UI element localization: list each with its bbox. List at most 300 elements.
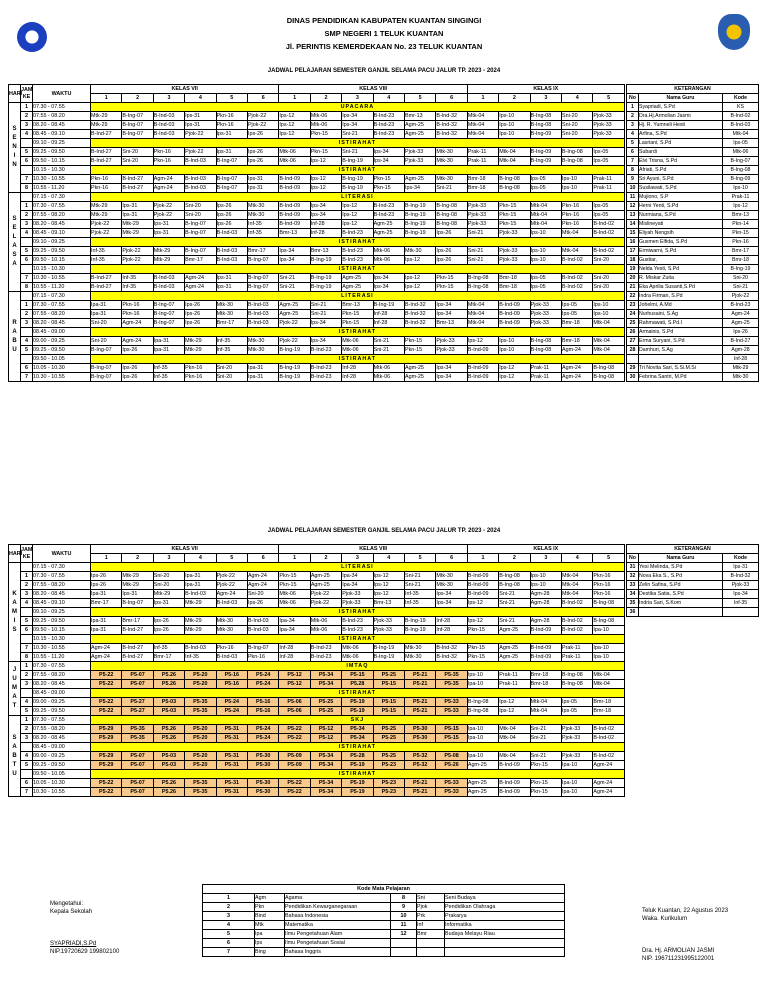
subject-cell: Pkn-15 <box>467 653 498 662</box>
subject-cell: B-Ind-02 <box>562 617 593 626</box>
subject-code-cell: Bing <box>255 948 285 957</box>
subject-cell: P5-03 <box>153 761 184 770</box>
subject-cell: Bmr-13 <box>404 112 435 121</box>
time-slot: 10.30 - 10.55 <box>33 175 91 184</box>
subject-cell: Ips-34 <box>404 184 435 193</box>
time-slot: 08.45 - 09.10 <box>33 130 91 139</box>
subject-cell: Pjok-33 <box>562 752 593 761</box>
subject-cell: Inf-35 <box>404 599 435 608</box>
subject-cell: Mtk-30 <box>216 301 247 310</box>
subject-cell: B-Ind-23 <box>373 202 404 211</box>
class-number: 4 <box>373 554 404 563</box>
subject-cell: Ipa-31 <box>91 301 122 310</box>
subject-code-cell: Prakarya <box>445 912 565 921</box>
teacher-name: Mislineyati <box>639 220 723 229</box>
subject-cell: P5-07 <box>122 761 153 770</box>
subject-cell: Agm-25 <box>467 761 498 770</box>
subject-cell: Mtk-04 <box>593 671 624 680</box>
time-slot: 10.55 - 11.20 <box>33 184 91 193</box>
schedule-bar: UPACARA <box>91 103 625 112</box>
subject-cell: B-Ing-07 <box>185 229 216 238</box>
vice-curriculum-name: Dra. Hj. ARMOLIAN JASMI <box>642 948 715 954</box>
teacher-code: B-Ind-03 <box>723 121 759 130</box>
subject-cell: B-Ind-32 <box>436 644 467 653</box>
subject-cell: Pkn-16 <box>185 364 216 373</box>
subject-cell: P5-03 <box>153 752 184 761</box>
subject-cell: B-Ind-03 <box>153 274 184 283</box>
subject-cell: Pjok-33 <box>593 130 624 139</box>
period-number: 8 <box>21 653 33 662</box>
subject-cell: B-Ind-23 <box>310 373 341 382</box>
subject-cell: Agm-24 <box>247 572 278 581</box>
time-slot: 07.30 - 07.55 <box>33 301 91 310</box>
header-line-1: DINAS PENDIDIKAN KABUPATEN KUANTAN SINGINGI <box>286 16 482 25</box>
subject-code-cell: Bahasa Indonesia <box>285 912 391 921</box>
subject-cell: Mtk-29 <box>185 617 216 626</box>
subject-cell: P5-25 <box>373 734 404 743</box>
subject-cell: Bmr-18 <box>467 175 498 184</box>
subject-cell: B-Ing-07 <box>247 274 278 283</box>
subject-cell: B-Ind-09 <box>530 644 561 653</box>
subject-cell: Ips-26 <box>247 130 278 139</box>
subject-cell: Ips-31 <box>216 274 247 283</box>
subject-cell: Ips-05 <box>530 274 561 283</box>
subject-cell: B-Ing-09 <box>530 130 561 139</box>
subject-cell: P5-25 <box>373 725 404 734</box>
subject-cell: P5-03 <box>153 707 184 716</box>
subject-cell: B-Ind-03 <box>247 301 278 310</box>
time-slot: 08.45 - 09.00 <box>33 689 91 698</box>
subject-cell: Mtk-04 <box>499 734 530 743</box>
period-number <box>21 238 33 247</box>
teacher-name: Yesi Melinda, S.Pd <box>639 563 723 572</box>
time-slot: 09.50 - 10.05 <box>33 770 91 779</box>
subject-cell: Bmr-13 <box>279 229 310 238</box>
subject-cell: P5-09 <box>279 761 310 770</box>
subject-cell: P5-30 <box>247 761 278 770</box>
subject-cell: Pkn-16 <box>185 373 216 382</box>
subject-cell: B-Ing-08 <box>467 707 498 716</box>
subject-cell: Pjok-33 <box>342 599 373 608</box>
subject-cell: Prak-11 <box>530 364 561 373</box>
subject-cell: Pjok-33 <box>467 211 498 220</box>
subject-cell: Mtk-29 <box>185 346 216 355</box>
subject-cell: Ips-31 <box>216 283 247 292</box>
teacher-name: Nova Eka S., S.Pd <box>639 572 723 581</box>
subject-cell: B-Ing-08 <box>467 283 498 292</box>
time-slot: 08.45 - 09.10 <box>33 229 91 238</box>
subject-cell: B-Ing-08 <box>530 346 561 355</box>
subject-code-cell <box>417 939 445 948</box>
time-slot: 10.30 - 10.55 <box>33 274 91 283</box>
subject-cell: B-Ind-23 <box>342 626 373 635</box>
teacher-code: Pkn-16 <box>723 238 759 247</box>
class-number: 3 <box>530 554 561 563</box>
teacher-name-header: Nama Guru <box>639 554 723 563</box>
subject-code-cell: Ips <box>255 939 285 948</box>
subject-cell: B-Ing-08 <box>499 184 530 193</box>
period-number: 6 <box>21 256 33 265</box>
time-slot: 07.55 - 08.20 <box>33 310 91 319</box>
subject-cell: P5-20 <box>185 725 216 734</box>
class-number: 2 <box>499 554 530 563</box>
subject-cell: B-Ind-27 <box>91 157 122 166</box>
class-number: 6 <box>436 94 467 103</box>
subject-cell: Pkn-16 <box>593 581 624 590</box>
time-slot: 09.25 - 09.50 <box>33 617 91 626</box>
subject-cell: B-Ind-23 <box>310 644 341 653</box>
subject-cell: B-Ind-09 <box>467 590 498 599</box>
subject-cell: Pkn-16 <box>122 301 153 310</box>
subject-cell: P5-16 <box>216 680 247 689</box>
teacher-name: Armainis, S.Pd <box>639 328 723 337</box>
subject-cell: B-Ing-19 <box>404 626 435 635</box>
period-number: 3 <box>21 680 33 689</box>
teacher-name: Gusmen Elfida, S.Pd <box>639 238 723 247</box>
subject-cell: B-Ind-27 <box>122 644 153 653</box>
teacher-no: 17 <box>627 247 639 256</box>
subject-cell: B-Ind-03 <box>216 229 247 238</box>
subject-cell: B-Ing-08 <box>436 211 467 220</box>
subject-cell: B-Ind-02 <box>593 247 624 256</box>
subject-cell: Ipa-31 <box>153 346 184 355</box>
subject-cell: Agm-25 <box>467 788 498 797</box>
period-number: 3 <box>21 220 33 229</box>
subject-cell: Bmr-13 <box>342 301 373 310</box>
subject-cell: Ips-26 <box>91 581 122 590</box>
time-slot: 07.15 - 07.30 <box>33 292 91 301</box>
subject-code-cell: 12 <box>391 930 417 939</box>
subject-cell: P5-09 <box>279 752 310 761</box>
subject-cell: Ips-10 <box>530 229 561 238</box>
subject-cell: Mtk-29 <box>153 247 184 256</box>
time-slot: 07.30 - 07.55 <box>33 103 91 112</box>
subject-cell: P5-22 <box>91 779 122 788</box>
subject-cell: Mtk-04 <box>499 725 530 734</box>
subject-cell: P5-20 <box>185 734 216 743</box>
keterangan-header: KETERANGAN <box>627 85 759 94</box>
subject-cell: Mtk-30 <box>436 572 467 581</box>
subject-cell: B-Ind-27 <box>91 130 122 139</box>
period-number <box>21 265 33 274</box>
subject-cell: Ipa-31 <box>247 364 278 373</box>
subject-cell: B-Ing-19 <box>279 373 310 382</box>
subject-cell: Inf-35 <box>153 373 184 382</box>
subject-cell: Mtk-06 <box>342 337 373 346</box>
subject-cell: Inf-35 <box>91 247 122 256</box>
subject-cell: Ips-10 <box>530 247 561 256</box>
subject-cell: Mtk-04 <box>562 229 593 238</box>
teacher-code: Pjok-33 <box>723 581 759 590</box>
subject-cell: Sni-21 <box>499 617 530 626</box>
subject-cell: P5-23 <box>373 779 404 788</box>
subject-cell: P5-24 <box>216 707 247 716</box>
principal-label: Kepala Sekolah <box>50 909 93 915</box>
subject-cell: Ips-26 <box>185 310 216 319</box>
period-number: 6 <box>21 779 33 788</box>
teacher-no: 18 <box>627 256 639 265</box>
subject-cell: Mtk-04 <box>593 680 624 689</box>
teacher-name: Destika Satia, S.Pd <box>639 590 723 599</box>
subject-cell: P5-12 <box>279 680 310 689</box>
teacher-code: Ips-34 <box>723 590 759 599</box>
subject-cell: B-Ind-27 <box>91 283 122 292</box>
subject-cell: Mtk-29 <box>122 572 153 581</box>
subject-cell: P5-28 <box>342 752 373 761</box>
period-number <box>21 563 33 572</box>
teacher-code: Ips-12 <box>723 202 759 211</box>
subject-cell: P5-35 <box>436 680 467 689</box>
subject-cell: B-Ing-07 <box>216 175 247 184</box>
teacher-code: Ips-10 <box>723 184 759 193</box>
subject-code-cell: 5 <box>203 930 255 939</box>
subject-cell: B-Ing-07 <box>153 301 184 310</box>
teacher-code: B-Ind-02 <box>723 112 759 121</box>
teacher-code: Bmr-17 <box>723 247 759 256</box>
subject-cell: Bmr-17 <box>91 599 122 608</box>
subject-cell: Inf-28 <box>373 310 404 319</box>
subject-cell: Ips-05 <box>562 698 593 707</box>
teacher-no: 12 <box>627 202 639 211</box>
subject-cell: P5-19 <box>342 698 373 707</box>
subject-cell: Mtk-29 <box>185 626 216 635</box>
subject-cell: Ipa-31 <box>91 626 122 635</box>
period-number: 2 <box>21 581 33 590</box>
subject-cell: B-Ing-08 <box>467 698 498 707</box>
subject-cell: Ips-31 <box>122 590 153 599</box>
subject-cell: Ips-26 <box>216 202 247 211</box>
teacher-code: Mtk-29 <box>723 364 759 373</box>
subject-code-cell: Ilmu Pengetahuan Alam <box>285 930 391 939</box>
subject-cell: Inf-28 <box>310 229 341 238</box>
period-number <box>21 635 33 644</box>
subject-cell: Mtk-06 <box>342 644 373 653</box>
subject-cell: Bmr-17 <box>185 256 216 265</box>
principal-name: SYAPRIADI,S.Pd <box>50 941 97 947</box>
subject-cell: Mtk-04 <box>593 346 624 355</box>
subject-cell: P5-24 <box>247 734 278 743</box>
subject-cell: Ips-26 <box>247 599 278 608</box>
subject-code-cell: Pendidikan Kewarganegaraan <box>285 903 391 912</box>
subject-cell: B-Ind-03 <box>153 112 184 121</box>
subject-cell: Sni-20 <box>593 283 624 292</box>
subject-cell: B-Ind-03 <box>185 644 216 653</box>
principal-nip: NIP.19720629 199802100 <box>50 949 120 955</box>
schedule-bar: LITERASI <box>91 292 625 301</box>
time-slot: 08.20 - 08.45 <box>33 590 91 599</box>
subject-cell: Pkn-16 <box>216 112 247 121</box>
subject-cell: Inf-35 <box>122 283 153 292</box>
subject-cell: P5-34 <box>310 761 341 770</box>
subject-cell: Bmr-17 <box>216 319 247 328</box>
subject-cell: Ipa-10 <box>593 653 624 662</box>
subject-cell: B-Ind-03 <box>247 319 278 328</box>
subject-cell: B-Ind-03 <box>216 256 247 265</box>
subject-cell: Ips-10 <box>499 112 530 121</box>
subject-cell: B-Ind-23 <box>310 346 341 355</box>
subject-cell: Mtk-30 <box>436 581 467 590</box>
subject-cell: Mtk-06 <box>342 653 373 662</box>
teacher-no: 32 <box>627 572 639 581</box>
subject-code-title: Kode Mata Pelajaran <box>203 885 565 894</box>
period-number <box>21 193 33 202</box>
subject-cell: Mtk-30 <box>436 148 467 157</box>
subject-cell: Mtk-04 <box>467 310 498 319</box>
teacher-name: Subardi <box>639 148 723 157</box>
subject-cell: Ips-26 <box>216 211 247 220</box>
teacher-name: Indria Sari, S.Kom <box>639 599 723 608</box>
teacher-no: 8 <box>627 166 639 175</box>
subject-code-cell: Bmr <box>417 930 445 939</box>
subject-cell: Bmr-18 <box>562 337 593 346</box>
time-slot: 10.30 - 10.55 <box>33 788 91 797</box>
subject-cell: P5-15 <box>373 680 404 689</box>
subject-cell: Ips-12 <box>310 184 341 193</box>
teacher-name: Lasriani, S.Pd <box>639 139 723 148</box>
period-number: 8 <box>21 283 33 292</box>
subject-cell: B-Ind-09 <box>467 572 498 581</box>
subject-cell: Ips-05 <box>593 148 624 157</box>
subject-cell: B-Ing-08 <box>593 617 624 626</box>
subject-cell: Sni-21 <box>279 274 310 283</box>
subject-cell: B-Ind-03 <box>247 617 278 626</box>
subject-cell: B-Ind-02 <box>562 274 593 283</box>
subject-cell: Ips-12 <box>404 274 435 283</box>
subject-cell: Inf-35 <box>216 337 247 346</box>
subject-code-cell: 11 <box>391 921 417 930</box>
subject-cell: Ips-34 <box>373 274 404 283</box>
subject-cell: B-Ing-08 <box>593 599 624 608</box>
subject-cell: Pkn-16 <box>216 644 247 653</box>
subject-cell: Agm-25 <box>404 175 435 184</box>
subject-cell: B-Ing-19 <box>373 653 404 662</box>
subject-code-cell: Agm <box>255 894 285 903</box>
hari-header: HARI <box>9 85 21 103</box>
subject-cell: Mtk-04 <box>499 148 530 157</box>
subject-code-cell: Agama <box>285 894 391 903</box>
time-slot: 09.50 - 10.15 <box>33 626 91 635</box>
subject-cell: Mtk-30 <box>216 626 247 635</box>
subject-cell: Ips-12 <box>342 202 373 211</box>
subject-cell: Prak-11 <box>499 671 530 680</box>
teacher-name: Dra.Hj.Armolian Jasmi <box>639 112 723 121</box>
subject-cell: P5.26 <box>153 788 184 797</box>
class-number: 2 <box>310 554 341 563</box>
subject-cell: Mtk-29 <box>122 229 153 238</box>
subject-code-cell <box>445 948 565 957</box>
subject-cell: B-Ind-09 <box>279 184 310 193</box>
class-number: 3 <box>153 94 184 103</box>
subject-cell: Pjok-22 <box>216 572 247 581</box>
subject-cell: P5-27 <box>122 707 153 716</box>
subject-cell: Ips-12 <box>499 373 530 382</box>
subject-cell: P5-35 <box>122 734 153 743</box>
subject-cell: B-Ind-09 <box>499 761 530 770</box>
subject-cell: Mtk-04 <box>530 211 561 220</box>
subject-code-cell: Seni Budaya <box>445 894 565 903</box>
acknowledged-label: Mengetahui: <box>50 901 84 907</box>
subject-cell: B-Ind-02 <box>593 752 624 761</box>
subject-cell: P5-33 <box>436 698 467 707</box>
subject-cell: P5-07 <box>122 671 153 680</box>
subject-cell: Pjok-33 <box>593 121 624 130</box>
subject-cell: Inf-35 <box>91 256 122 265</box>
subject-cell: P5-24 <box>247 725 278 734</box>
teacher-name: Arfina, S.Pd <box>639 130 723 139</box>
subject-cell: Pkn-15 <box>373 175 404 184</box>
subject-cell: P5-24 <box>247 671 278 680</box>
subject-cell: P5-20 <box>185 680 216 689</box>
subject-cell: B-Ind-09 <box>279 211 310 220</box>
subject-cell: Sni-21 <box>467 247 498 256</box>
subject-cell: Agm-25 <box>499 626 530 635</box>
subject-cell: P5-25 <box>373 671 404 680</box>
subject-cell: Prak-11 <box>530 373 561 382</box>
subject-cell: Sni-21 <box>499 590 530 599</box>
subject-cell: Pkn-15 <box>310 148 341 157</box>
subject-cell: Mtk-30 <box>216 310 247 319</box>
subject-cell: P5.26 <box>153 779 184 788</box>
subject-cell: Agm-28 <box>530 617 561 626</box>
subject-cell: B-Ing-08 <box>530 121 561 130</box>
subject-cell: P5-16 <box>247 698 278 707</box>
subject-cell: B-Ing-19 <box>404 617 435 626</box>
teacher-name: Rahmawati, S.Pd.I <box>639 319 723 328</box>
day-label: S E L A S A <box>9 193 21 292</box>
no-header: No <box>627 554 639 563</box>
subject-cell: P5-31 <box>216 788 247 797</box>
teacher-code: Mtk-06 <box>723 148 759 157</box>
subject-cell: B-Ind-02 <box>562 599 593 608</box>
teacher-no: 16 <box>627 238 639 247</box>
subject-cell: P5-08 <box>436 752 467 761</box>
class-number: 1 <box>279 554 310 563</box>
subject-cell: B-Ind-03 <box>185 590 216 599</box>
subject-cell: Inf-28 <box>279 644 310 653</box>
subject-code-cell: Inf <box>417 921 445 930</box>
subject-cell: Pjok-33 <box>373 617 404 626</box>
subject-code-cell: 1 <box>203 894 255 903</box>
time-slot: 09.10 - 09.25 <box>33 608 91 617</box>
time-slot: 10.30 - 10.55 <box>33 373 91 382</box>
subject-cell: P5-34 <box>310 671 341 680</box>
subject-cell: Mtk-29 <box>91 121 122 130</box>
subject-cell: Ips-05 <box>593 202 624 211</box>
subject-cell: Sni-20 <box>185 202 216 211</box>
subject-cell: B-Ind-32 <box>404 301 435 310</box>
subject-cell: Bmr-18 <box>499 274 530 283</box>
subject-cell: Agm-24 <box>122 319 153 328</box>
time-slot: 07.15 - 07.30 <box>33 193 91 202</box>
subject-cell: B-Ing-07 <box>122 599 153 608</box>
subject-cell: B-Ind-09 <box>530 626 561 635</box>
subject-cell: Ips-12 <box>467 617 498 626</box>
time-slot: 08.20 - 08.45 <box>33 319 91 328</box>
teacher-no: 19 <box>627 265 639 274</box>
subject-cell: Pjok-22 <box>122 256 153 265</box>
subject-cell: Ipa-34 <box>279 626 310 635</box>
time-slot: 09.50 - 10.15 <box>33 157 91 166</box>
subject-code-cell <box>391 939 417 948</box>
time-slot: 07.30 - 07.55 <box>33 202 91 211</box>
subject-cell: Mtk-06 <box>373 373 404 382</box>
subject-cell: Ips-10 <box>530 256 561 265</box>
subject-cell: Ips-26 <box>247 148 278 157</box>
subject-cell: Sni-21 <box>530 752 561 761</box>
time-slot: 09.00 - 09.25 <box>33 337 91 346</box>
period-number: 2 <box>21 671 33 680</box>
subject-cell: Pkn-15 <box>499 211 530 220</box>
